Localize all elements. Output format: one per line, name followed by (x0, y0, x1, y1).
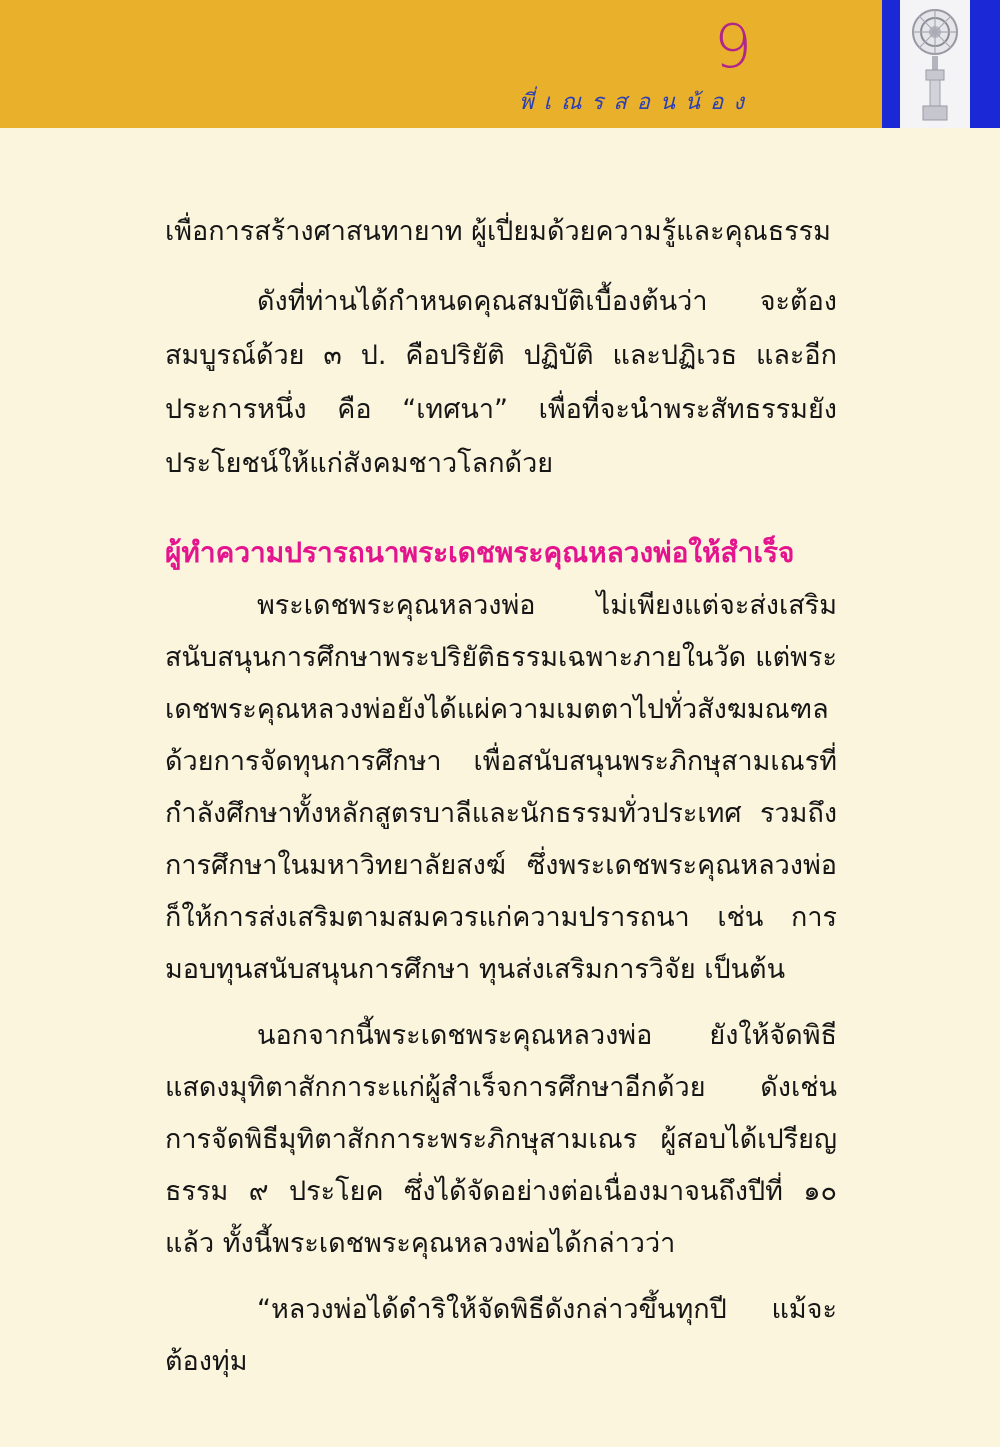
crest-emblem-icon (905, 0, 965, 128)
section-heading: ผู้ทำความปรารถนาพระเดชพระคุณหลวงพ่อให้สำเร็จ (165, 536, 795, 569)
page-number: 9 (713, 12, 752, 82)
blue-stripe-left (882, 0, 900, 128)
paragraph-qualities: ดังที่ท่านได้กำหนดคุณสมบัติเบื้องต้นว่า จะต้องสมบูรณ์ด้วย ๓ ป. คือปริยัติ ปฏิบัติ และปฏิเวธ และอีกประการหนึ่ง คือ “เทศนา” เพื่อที่จะนำพระสัทธรรมยังประโยชน์ให้แก่สังคมชาวโลกด้วย (165, 286, 837, 479)
header-bar (0, 0, 882, 128)
running-title: พี่เณรสอนน้อง (519, 90, 754, 115)
body-text-section (165, 580, 837, 1402)
paragraph-quote: “หลวงพ่อได้ดำริให้จัดพิธีดังกล่าวขึ้นทุกปี แม้จะต้องทุ่ม (165, 1294, 837, 1377)
paragraph-support: พระเดชพระคุณหลวงพ่อ ไม่เพียงแต่จะส่งเสริมสนับสนุนการศึกษาพระปริยัติธรรมเฉพาะภายในวัด แต่พระเดชพระคุณหลวงพ่อยังได้แผ่ความเมตตาไปทั่วสังฆมณฑล ด้วยการจัดทุนการศึกษา เพื่อสนับสนุนพระภิกษุสามเณรที่กำลังศึกษาทั้งหลักสูตรบาลีและนักธรรมทั่วประเทศ รวมถึงการศึกษาในมหาวิทยาลัยสงฆ์ ซึ่งพระเดชพระคุณหลวงพ่อก็ให้การส่งเสริมตามสมควรแก่ความปรารถนา เช่น การมอบทุนสนับสนุนการศึกษา ทุนส่งเสริมการวิจัย เป็นต้น (165, 590, 837, 985)
intro-line: เพื่อการสร้างศาสนทายาท ผู้เปี่ยมด้วยความรู้และคุณธรรม (165, 216, 831, 247)
body-text-top (165, 205, 837, 491)
paragraph-ceremony: นอกจากนี้พระเดชพระคุณหลวงพ่อ ยังให้จัดพิธีแสดงมุทิตาสักการะแก่ผู้สำเร็จการศึกษาอีกด้วย ดังเช่น การจัดพิธีมุทิตาสักการะพระภิกษุสามเณร ผู้สอบได้เปรียญธรรม ๙ ประโยค ซึ่งได้จัดอย่างต่อเนื่องมาจนถึงปีที่ ๑๐ แล้ว ทั้งนี้พระเดชพระคุณหลวงพ่อได้กล่าวว่า (165, 1020, 837, 1259)
blue-stripe-right (970, 0, 1000, 128)
